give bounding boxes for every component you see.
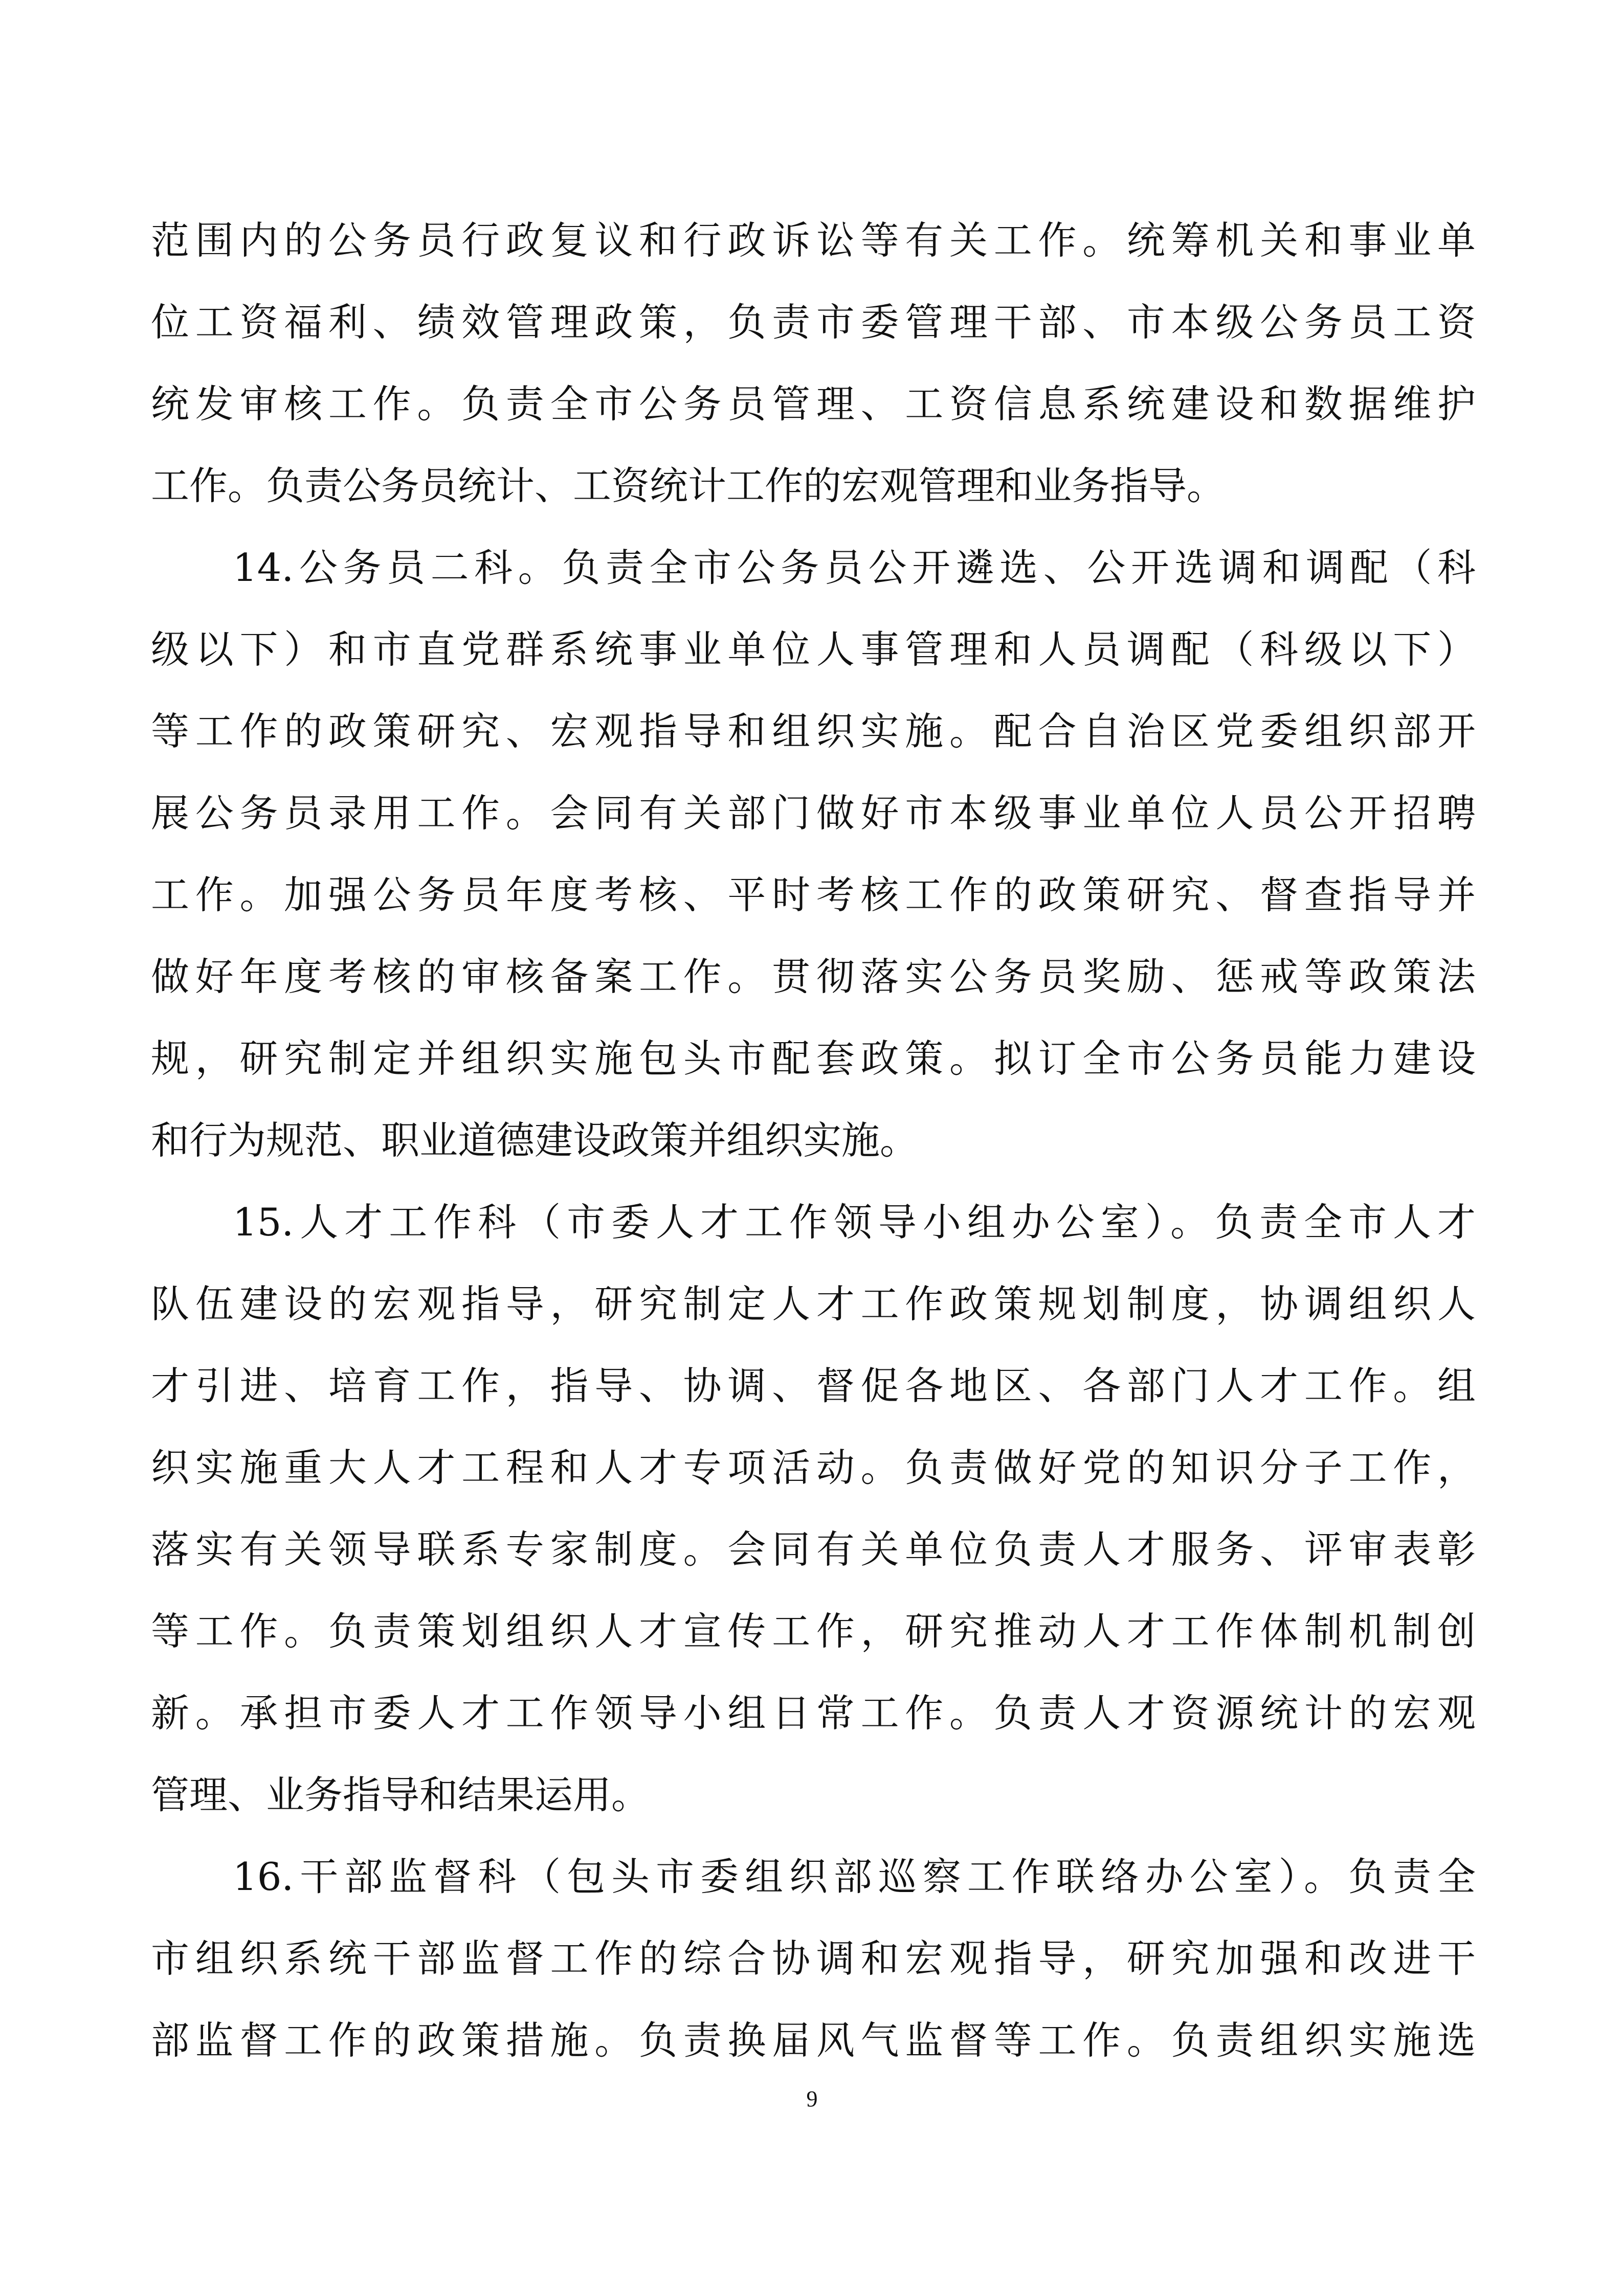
text-line: 工作。加强公务员年度考核、平时考核工作的政策研究、督查指导并 — [151, 872, 1476, 917]
text-line: 织实施重大人才工程和人才专项活动。负责做好党的知识分子工作， — [151, 1445, 1476, 1490]
text-line: 新。承担市委人才工作领导小组日常工作。负责人才资源统计的宏观 — [151, 1691, 1476, 1736]
text-line: 工作。负责公务员统计、工资统计工作的宏观管理和业务指导。 — [151, 463, 1226, 508]
text-line: 市组织系统干部监督工作的综合协调和宏观指导，研究加强和改进干 — [151, 1936, 1476, 1981]
page-number: 9 — [806, 2086, 818, 2111]
paragraph-16-first-line: 16.干部监督科（包头市委组织部巡察工作联络办公室）。负责全 — [233, 1854, 1476, 1899]
text-line: 等工作的政策研究、宏观指导和组织实施。配合自治区党委组织部开 — [151, 709, 1476, 754]
text-line: 规，研究制定并组织实施包头市配套政策。拟订全市公务员能力建设 — [151, 1036, 1476, 1081]
text-line: 部监督工作的政策措施。负责换届风气监督等工作。负责组织实施选 — [151, 2018, 1476, 2063]
text-line: 范围内的公务员行政复议和行政诉讼等有关工作。统筹机关和事业单 — [151, 218, 1476, 263]
text-line: 管理、业务指导和结果运用。 — [151, 1772, 650, 1817]
paragraph-14-first-line: 14.公务员二科。负责全市公务员公开遴选、公开选调和调配（科 — [233, 545, 1476, 590]
text-line: 等工作。负责策划组织人才宣传工作，研究推动人才工作体制机制创 — [151, 1609, 1476, 1654]
text-line: 和行为规范、职业道德建设政策并组织实施。 — [151, 1118, 919, 1163]
text-line: 级以下）和市直党群系统事业单位人事管理和人员调配（科级以下） — [151, 627, 1476, 672]
text-line: 位工资福利、绩效管理政策，负责市委管理干部、市本级公务员工资 — [151, 300, 1476, 345]
text-line: 展公务员录用工作。会同有关部门做好市本级事业单位人员公开招聘 — [151, 791, 1476, 836]
text-line: 落实有关领导联系专家制度。会同有关单位负责人才服务、评审表彰 — [151, 1527, 1476, 1572]
text-line: 队伍建设的宏观指导，研究制定人才工作政策规划制度，协调组织人 — [151, 1281, 1476, 1326]
paragraph-15-first-line: 15.人才工作科（市委人才工作领导小组办公室）。负责全市人才 — [233, 1200, 1476, 1245]
text-line: 才引进、培育工作，指导、协调、督促各地区、各部门人才工作。组 — [151, 1363, 1476, 1408]
text-line: 统发审核工作。负责全市公务员管理、工资信息系统建设和数据维护 — [151, 381, 1476, 426]
text-line: 做好年度考核的审核备案工作。贯彻落实公务员奖励、惩戒等政策法 — [151, 954, 1476, 999]
